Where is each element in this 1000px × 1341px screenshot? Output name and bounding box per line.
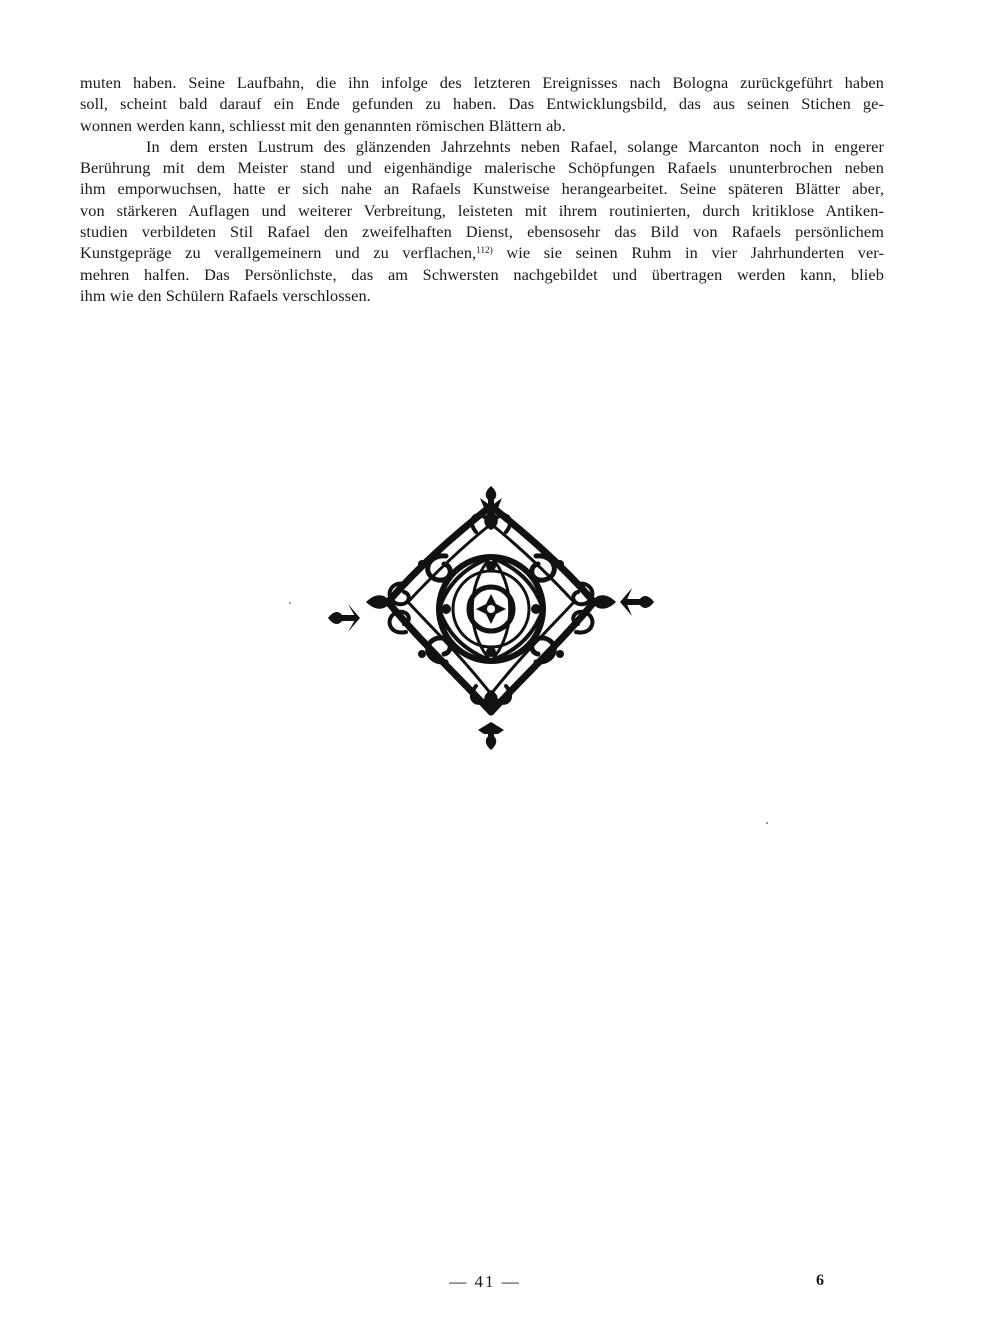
body-text bbox=[80, 72, 884, 306]
text-line-10: mehren halfen. Das Persönlichste, das am Schwersten nachgebildet und übertragen werden kann, blieb bbox=[80, 264, 884, 284]
text-line-3: wonnen werden kann, schliesst mit den genannten römischen Blättern ab. bbox=[80, 115, 566, 135]
text-line-9 bbox=[80, 242, 884, 263]
text-line-9b: wie sie seinen Ruhm in vier Jahrhunderten ver- bbox=[506, 243, 885, 263]
scan-speck bbox=[289, 602, 291, 604]
text-line-5: Berührung mit dem Meister stand und eigenhändige malerische Schöpfungen Rafaels ununterbrochen neben bbox=[80, 158, 884, 178]
diamond-fleuron-ornament bbox=[326, 484, 656, 752]
text-line-11: ihm wie den Schülern Rafaels verschlossen. bbox=[80, 285, 371, 305]
signature-mark: 6 bbox=[816, 1272, 824, 1289]
scan-speck bbox=[766, 822, 768, 824]
text-line-7: von stärkeren Auflagen und weiterer Verbreitung, leisteten mit ihrem routinierten, durch kritiklose Antiken- bbox=[80, 200, 884, 220]
text-line-6: ihm emporwuchsen, hatte er sich nahe an Rafaels Kunstweise herangearbeitet. Seine späteren Blätter aber, bbox=[80, 179, 884, 199]
text-line-1: muten haben. Seine Laufbahn, die ihn infolge des letzteren Ereignisses nach Bologna zurückgeführt haben bbox=[80, 73, 884, 92]
text-line-8: studien verbildeten Stil Rafael den zweifelhaften Dienst, ebensosehr das Bild von Rafaels persönlichem bbox=[80, 222, 884, 242]
footnote-reference: 112) bbox=[476, 245, 493, 256]
text-line-9a: Kunstgepräge zu verallgemeinern und zu verflachen, bbox=[80, 243, 477, 263]
text-line-2: soll, scheint bald darauf ein Ende gefunden zu haben. Das Entwicklungsbild, das aus seinen Stichen ge- bbox=[80, 94, 884, 114]
page-number: — 41 — bbox=[449, 1272, 521, 1291]
text-line-4: In dem ersten Lustrum des glänzenden Jahrzehnts neben Rafael, solange Marcanton noch in engerer bbox=[146, 136, 884, 156]
